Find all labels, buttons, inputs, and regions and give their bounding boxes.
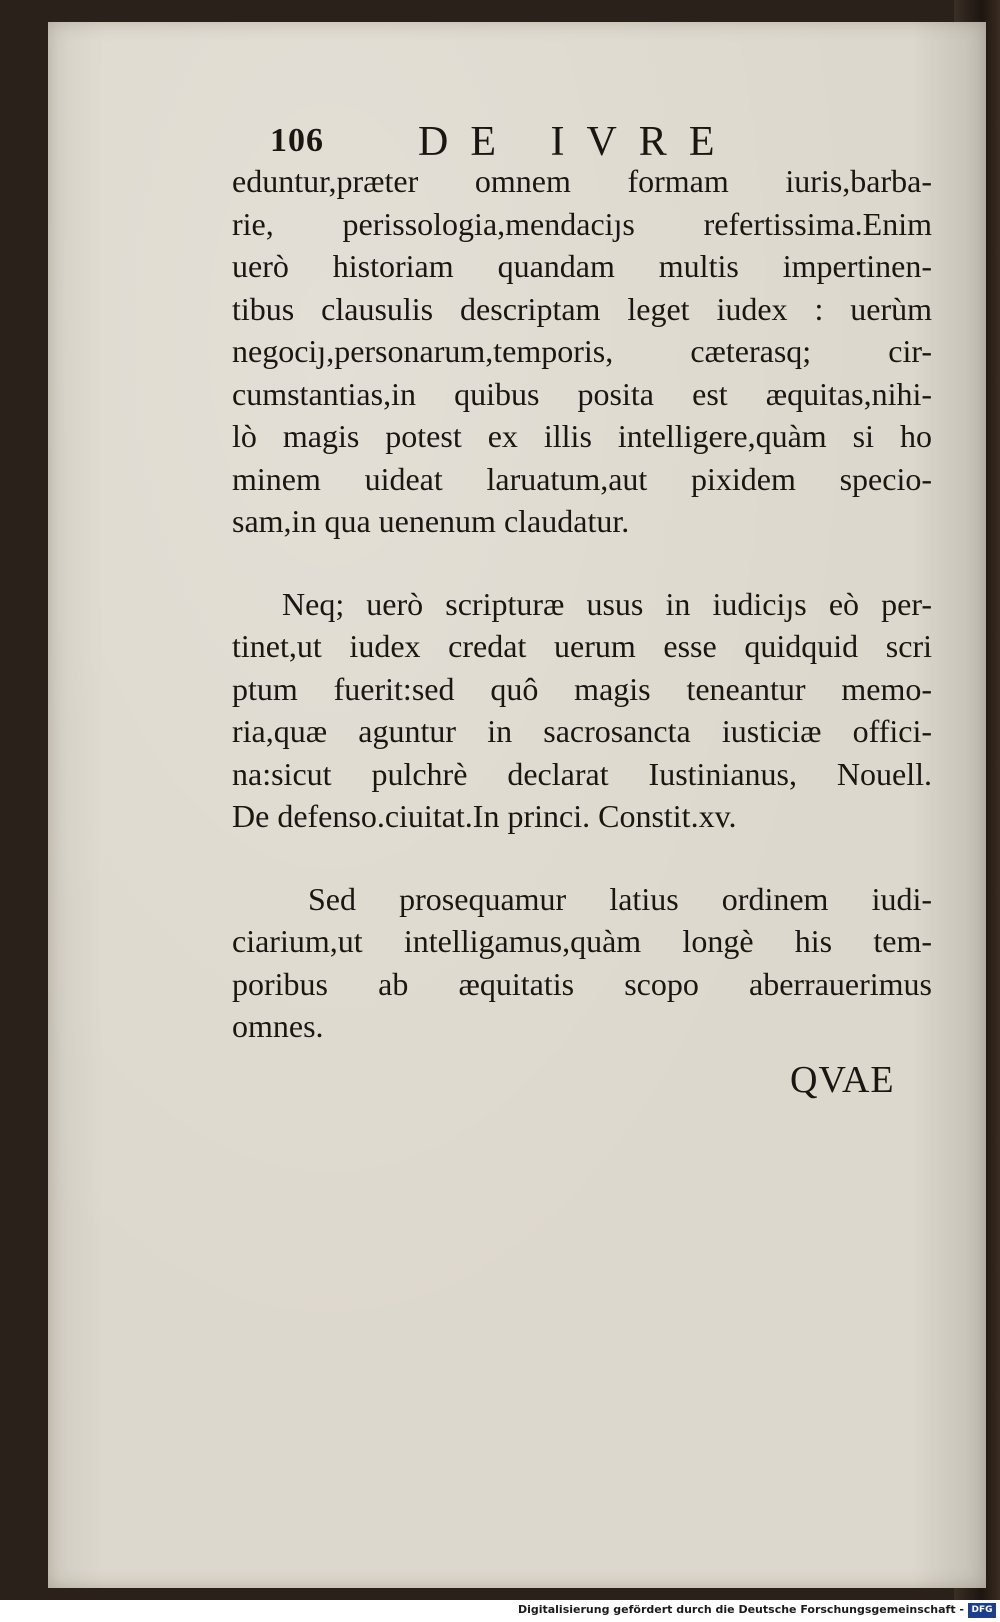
text-line: ciarium,ut intelligamus,quàm longè his tem- xyxy=(232,923,932,959)
text-line: Neq; uerò scripturæ usus in iudiciȷs eò per- xyxy=(282,585,932,622)
text-line: omnes. xyxy=(232,1008,324,1044)
catchword: QVAE xyxy=(790,1059,895,1101)
text-line: minem uideat laruatum,aut pixidem specio- xyxy=(232,460,932,497)
text-line: poribus ab æquitatis scopo aberrauerimus xyxy=(232,965,932,1002)
text-line: ria,quæ aguntur in sacrosancta iusticiæ offici- xyxy=(232,713,932,749)
text-line: na:sicut pulchrè declarat Iustinianus, Nouell. xyxy=(232,755,932,792)
paragraph-2 xyxy=(232,583,932,838)
text-line: cumstantias,in quibus posita est æquitas,nihi- xyxy=(232,375,932,412)
paragraph-1 xyxy=(232,160,932,543)
funding-credit: Digitalisierung gefördert durch die Deutsche Forschungsgemeinschaft - xyxy=(517,1603,964,1616)
body-text xyxy=(232,160,932,1048)
dfg-logo: DFG xyxy=(968,1603,996,1618)
paragraph-3 xyxy=(232,878,932,1048)
text-line: tibus clausulis descriptam leget iudex : uerùm xyxy=(232,290,932,327)
digitization-footer xyxy=(0,1600,1000,1622)
text-line: sam,in qua uenenum claudatur. xyxy=(232,503,630,539)
text-line: uerò historiam quandam multis impertinen- xyxy=(232,248,932,284)
text-line: Sed prosequamur latius ordinem iudi- xyxy=(308,880,932,917)
text-line: De defenso.ciuitat.In princi. Constit.xv. xyxy=(232,798,737,834)
text-line: rie, perissologia,mendaciȷs refertissima.Enim xyxy=(232,205,932,242)
text-line: eduntur,præter omnem formam iuris,barba- xyxy=(232,163,932,199)
text-line: negociȷ,personarum,temporis, cæterasq; cir- xyxy=(232,333,932,369)
text-line: ptum fuerit:sed quô magis teneantur memo- xyxy=(232,670,932,707)
text-line: lò magis potest ex illis intelligere,quàm si ho xyxy=(232,418,932,454)
text-line: tinet,ut iudex credat uerum esse quidquid scri xyxy=(232,628,932,664)
page-number: 106 xyxy=(270,122,324,159)
running-title: DE IVRE xyxy=(418,119,737,165)
